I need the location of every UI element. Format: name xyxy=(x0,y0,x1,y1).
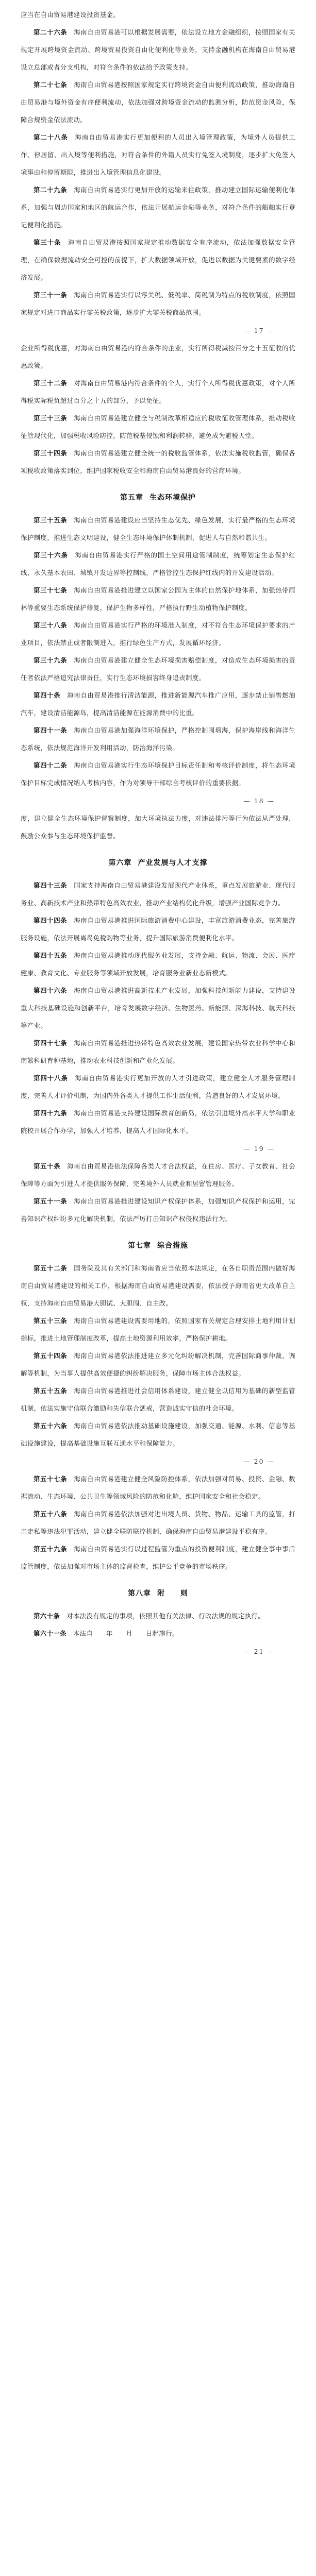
article-text: 海南自由贸易港实行更加便利的人员出入境管理政策，为境外人员提供工作、停居留、出入境等便利措施，对符合条件的外籍人员实行免签入境制度，逐步扩大免签入境事由和停留期限，推进出入境管理信息化建设。 xyxy=(21,133,295,176)
article-number: 第五十一条 xyxy=(34,1197,68,1205)
article-text: 海南自由贸易港建立健全与税制改革相适应的税收征收管理体系，推动税收征管现代化，加强税收风险防控，防范税基侵蚀和利润转移，避免成为避税天堂。 xyxy=(21,414,295,439)
article-text: 对本法没有规定的事项，依照其他有关法律、行政法规的规定执行。 xyxy=(66,1612,265,1620)
article-number: 第四十一条 xyxy=(34,726,68,734)
article-text: 海南自由贸易港实行生态环境保护目标责任制和考核评价制度，将生态环境保护目标完成情况纳入考核内容，作为对领导干部综合考核评价的重要依据。 xyxy=(21,761,295,787)
article-number: 第三十四条 xyxy=(34,449,68,457)
article-paragraph xyxy=(21,76,295,129)
article-paragraph xyxy=(21,1625,295,1642)
article-text: 海南自由贸易港按照国家规定推动数据安全有序流动，依法加强数据安全管理，在确保数据流动安全可控的前提下，扩大数据领域开放，促进以数据为关键要素的数字经济发展。 xyxy=(21,239,296,281)
article-paragraph xyxy=(21,1193,295,1228)
article-text: 海南自由贸易港建设应当坚持生态优先、绿色发展，实行最严格的生态环境保护制度，推进生态文明建设，健全生态环境保护体制机制，促进人与自然和谐共生。 xyxy=(21,516,295,541)
article-number: 第五十二条 xyxy=(34,1264,68,1272)
article-paragraph xyxy=(21,1070,295,1105)
article-number: 第六十一条 xyxy=(34,1630,67,1637)
article-number: 第四十五条 xyxy=(34,952,68,959)
article-number: 第五十五条 xyxy=(34,1387,68,1395)
article-text: 国家支持海南自由贸易港建设发展现代产业体系，重点发展旅游业、现代服务业、高新技术产业和热带特色高效农业，推动产业结构优化升级，增强产业国际竞争力。 xyxy=(21,882,295,907)
article-text: 海南自由贸易港实行以零关税、低税率、简税制为特点的税收制度，依照国家规定对进口商品实行零关税政策，逐步扩大零关税商品范围。 xyxy=(21,291,295,316)
article-text: 海南自由贸易港推进建立以国家公园为主体的自然保护地体系，加强热带雨林等重要生态系统保护修复，保护生物多样性，严格执行野生动植物保护制度。 xyxy=(21,586,295,612)
article-text: 应当在自由贸易港建设投资基金。 xyxy=(21,11,120,19)
article-number: 第四十六条 xyxy=(34,987,68,994)
chapter-title: 综合措施 xyxy=(157,1242,188,1250)
article-paragraph xyxy=(21,652,295,687)
article-text: 国务院及其有关部门和海南省应当依照本法规定，在各自职责范围内做好海南自由贸易港建设的相关工作，根据海南自由贸易港建设需要，依法授予海南省更大改革自主权，支持海南自由贸易港大胆试、大胆闯、自主改。 xyxy=(21,1264,295,1307)
article-text: 海南自由贸易港依法加强对进出境人员、货物、物品、运输工具的监管，打击走私等违法犯罪活动，建立健全联防联控机制，确保海南自由贸易港建设平稳有序。 xyxy=(21,1510,295,1535)
article-text: 对海南自由贸易港内符合条件的个人，实行个人所得税优惠政策，对个人所得税实际税负超过百分之十五的部分，予以免征。 xyxy=(21,379,295,404)
article-paragraph xyxy=(21,912,295,947)
article-paragraph xyxy=(21,757,295,792)
article-text: 海南自由贸易港可以根据发展需要，依法设立地方金融组织，按照国家有关规定开展跨境资金流动、跨境贸易投资自由化便利化等业务，支持金融机构在海南自由贸易港设立总部或者分支机构，对符合条件的依法给予政策支持。 xyxy=(21,28,295,71)
article-paragraph xyxy=(21,1347,295,1382)
article-number: 第三十七条 xyxy=(34,586,68,594)
chapter-heading xyxy=(21,492,295,502)
article-paragraph xyxy=(21,582,295,617)
page-number: — 20 — xyxy=(243,1458,275,1465)
continuation-paragraph xyxy=(21,340,295,375)
article-text: 海南自由贸易港支持建设国际教育创新岛，依法引进境外高水平大学和职业院校开展合作办学，加强人才培养，提高人才国际化水平。 xyxy=(21,1109,295,1134)
article-text: 海南自由贸易港实行以过程监管为重点的投资便利制度，建立健全事中事后监管制度，依法加强对市场主体的监督检查，维护公平竞争的市场秩序。 xyxy=(21,1545,295,1570)
article-paragraph xyxy=(21,1105,295,1140)
article-paragraph xyxy=(21,722,295,757)
article-text: 海南自由贸易港建设需要用地的，依照国家有关规定合理安排土地利用计划指标，推进土地管理制度改革，提高土地资源利用效率，严格保护耕地。 xyxy=(21,1317,295,1342)
document-body xyxy=(21,6,295,1655)
article-number: 第五十三条 xyxy=(34,1317,68,1325)
chapter-title: 产业发展与人才支撑 xyxy=(138,859,208,867)
page-number: — 18 — xyxy=(243,797,275,805)
article-number: 第五十九条 xyxy=(34,1545,68,1553)
article-paragraph xyxy=(21,1470,295,1505)
article-paragraph xyxy=(21,1382,295,1417)
article-text: 海南自由贸易港推行清洁能源，推进新能源汽车推广应用，逐步禁止销售燃油汽车，建设清洁能源岛，提高清洁能源在能源消费中的比重。 xyxy=(21,691,295,717)
article-paragraph xyxy=(21,1540,295,1575)
chapter-number: 第八章 xyxy=(128,1589,151,1598)
article-paragraph xyxy=(21,375,295,410)
article-number: 第五十八条 xyxy=(34,1510,68,1518)
article-number: 第四十三条 xyxy=(34,882,68,889)
article-paragraph xyxy=(21,1417,295,1452)
article-number: 第二十六条 xyxy=(34,28,68,36)
article-number: 第四十四条 xyxy=(34,917,68,924)
article-number: 第四十条 xyxy=(34,691,61,699)
chapter-heading xyxy=(21,857,295,868)
article-paragraph xyxy=(21,129,295,181)
article-paragraph xyxy=(21,687,295,722)
article-text: 海南自由贸易港推进国际旅游消费中心建设，丰富旅游消费业态，完善旅游服务设施，依法开展离岛免税购物等业务，提升国际旅游消费便利化水平。 xyxy=(21,917,295,942)
article-text: 企业所得税优惠，对海南自由贸易港内符合条件的企业，实行所得税减按百分之十五征收的优惠政策。 xyxy=(21,344,295,369)
page-number: — 17 — xyxy=(243,327,275,334)
article-paragraph xyxy=(21,1260,295,1312)
article-paragraph xyxy=(21,547,295,582)
article-text: 海南自由贸易港实行严格的国土空间用途管制制度，统筹划定生态保护红线、永久基本农田、城镇开发边界等控制线，严格管控生态保护红线内的开发建设活动。 xyxy=(21,551,295,577)
article-paragraph xyxy=(21,1607,295,1625)
article-text: 海南自由贸易港依法保障各类人才合法权益，在住房、医疗、子女教育、社会保障等方面为引进人才提供服务保障，完善境外人员就业和居留管理服务。 xyxy=(21,1162,295,1188)
article-number: 第五十四条 xyxy=(34,1352,68,1360)
article-number: 第四十二条 xyxy=(34,761,68,769)
article-number: 第二十九条 xyxy=(34,186,68,194)
article-paragraph xyxy=(21,445,295,480)
article-paragraph xyxy=(21,24,295,76)
article-text: 海南自由贸易港建立健全风险防控体系，依法加强对贸易、投资、金融、数据流动、生态环境、公共卫生等领域风险的防范和化解，维护国家安全和社会稳定。 xyxy=(21,1475,295,1500)
article-number: 第四十八条 xyxy=(34,1074,68,1082)
article-paragraph xyxy=(21,512,295,547)
chapter-number: 第五章 xyxy=(120,494,143,502)
article-number: 第三十五条 xyxy=(34,516,68,524)
article-text: 度，建立健全生态环境保护督察制度，加大环境执法力度，对违法排污等行为依法从严处理，鼓励公众参与生态环境保护监督。 xyxy=(21,815,295,840)
article-paragraph xyxy=(21,286,295,321)
article-number: 第三十条 xyxy=(34,239,61,246)
article-number: 第四十九条 xyxy=(34,1109,68,1117)
article-text: 海南自由贸易港实行严格的环境准入制度，对不符合生态环境保护要求的产业项目，依法禁止或者限制进入，推行绿色生产方式，发展循环经济。 xyxy=(21,621,295,647)
article-paragraph xyxy=(21,617,295,652)
article-number: 第五十条 xyxy=(34,1162,61,1170)
article-paragraph xyxy=(21,1158,295,1193)
article-paragraph xyxy=(21,947,295,982)
chapter-title: 附 则 xyxy=(157,1589,188,1598)
article-text: 海南自由贸易港推动现代服务业发展，支持金融、航运、物流、会展、医疗健康、教育文化、专业服务等领域开放发展，培育服务业新业态新模式。 xyxy=(21,952,295,977)
article-paragraph xyxy=(21,410,295,445)
article-number: 第三十八条 xyxy=(34,621,68,629)
article-paragraph xyxy=(21,234,295,286)
chapter-number: 第六章 xyxy=(108,859,132,867)
article-text: 海南自由贸易港推进高新技术产业发展，加强科技创新能力建设，支持建设重大科技基础设施和创新平台，培育发展数字经济、生物医药、新能源、深海科技、航天科技等产业。 xyxy=(21,987,295,1029)
chapter-title: 生态环境保护 xyxy=(149,494,196,502)
article-number: 第三十六条 xyxy=(34,551,68,559)
article-text: 海南自由贸易港推进建设知识产权保护体系，加强知识产权保护和运用，完善知识产权纠纷多元化解决机制，依法严厉打击知识产权侵权违法行为。 xyxy=(21,1197,295,1223)
continuation-paragraph xyxy=(21,810,295,845)
article-text: 海南自由贸易港按照国家规定实行跨境资金自由便利流动政策，推动海南自由贸易港与境外资金有序便利流动，依法加强对跨境资金流动的监测分析，防范资金风险，保障合规资金依法流动。 xyxy=(21,81,295,124)
article-paragraph xyxy=(21,1312,295,1347)
article-text: 海南自由贸易港推进热带特色高效农业发展，建设国家热带农业科学中心和南繁科研育种基地，推动农业科技创新和产业化发展。 xyxy=(21,1039,295,1064)
article-paragraph xyxy=(21,877,295,912)
article-text: 海南自由贸易港推进社会信用体系建设，建立健全以信用为基础的新型监管机制，依法实施守信联合激励和失信联合惩戒，营造诚实守信的社会环境。 xyxy=(21,1387,295,1412)
article-text: 海南自由贸易港加强海洋环境保护，严格控制围填海，保护海岸线和海洋生态系统，依法规范海洋开发利用活动，防治海洋污染。 xyxy=(21,726,295,752)
article-paragraph xyxy=(21,982,295,1035)
article-number: 第五十七条 xyxy=(34,1475,68,1483)
chapter-heading xyxy=(21,1240,295,1250)
article-number: 第三十九条 xyxy=(34,656,68,664)
page-number: — 21 — xyxy=(243,1648,275,1655)
page-number: — 19 — xyxy=(243,1145,275,1153)
article-text: 海南自由贸易港实行更加开放的运输来往政策，推动建立国际运输便利化体系，加强与周边国家和地区的航运合作，依法开展航运金融等业务，对符合条件的船舶实行登记便利化措施。 xyxy=(21,186,295,229)
article-paragraph xyxy=(21,181,295,234)
continuation-paragraph xyxy=(21,6,295,24)
article-number: 第四十七条 xyxy=(34,1039,68,1047)
article-number: 第二十八条 xyxy=(34,133,68,141)
article-text: 海南自由贸易港实行更加开放的人才引进政策，建立健全人才服务管理制度，完善人才评价机制，为国内外各类人才提供工作生活便利，营造良好的人才发展环境。 xyxy=(21,1074,295,1099)
article-number: 第二十七条 xyxy=(34,81,68,89)
chapter-heading xyxy=(21,1588,295,1598)
article-text: 海南自由贸易港建立健全统一的税收监管体系，依法实施税收监管，确保各项税收政策落实到位，维护国家税收安全和海南自由贸易港良好的营商环境。 xyxy=(21,449,295,474)
article-text: 海南自由贸易港依法推进建立多元化纠纷解决机制，完善国际商事仲裁、调解等机制，为当事人提供高效便捷的纠纷解决服务，保障市场主体合法权益。 xyxy=(21,1352,295,1377)
article-number: 第三十一条 xyxy=(34,291,68,299)
chapter-number: 第七章 xyxy=(128,1242,151,1250)
article-number: 第三十三条 xyxy=(34,414,68,422)
article-text: 海南自由贸易港依法推动基础设施建设，加强交通、能源、水利、信息等基础设施建设，提高基础设施互联互通水平和保障能力。 xyxy=(21,1422,295,1447)
article-paragraph xyxy=(21,1505,295,1540)
article-number: 第六十条 xyxy=(34,1612,60,1620)
article-text: 海南自由贸易港建立健全生态环境损害赔偿制度，对造成生态环境损害的责任者依法严格追究法律责任，实行生态环境损害终身追责制度。 xyxy=(21,656,295,682)
article-text: 本法自 年 月 日起施行。 xyxy=(73,1630,179,1637)
article-number: 第三十二条 xyxy=(34,379,68,387)
article-number: 第五十六条 xyxy=(34,1422,68,1430)
article-paragraph xyxy=(21,1035,295,1070)
